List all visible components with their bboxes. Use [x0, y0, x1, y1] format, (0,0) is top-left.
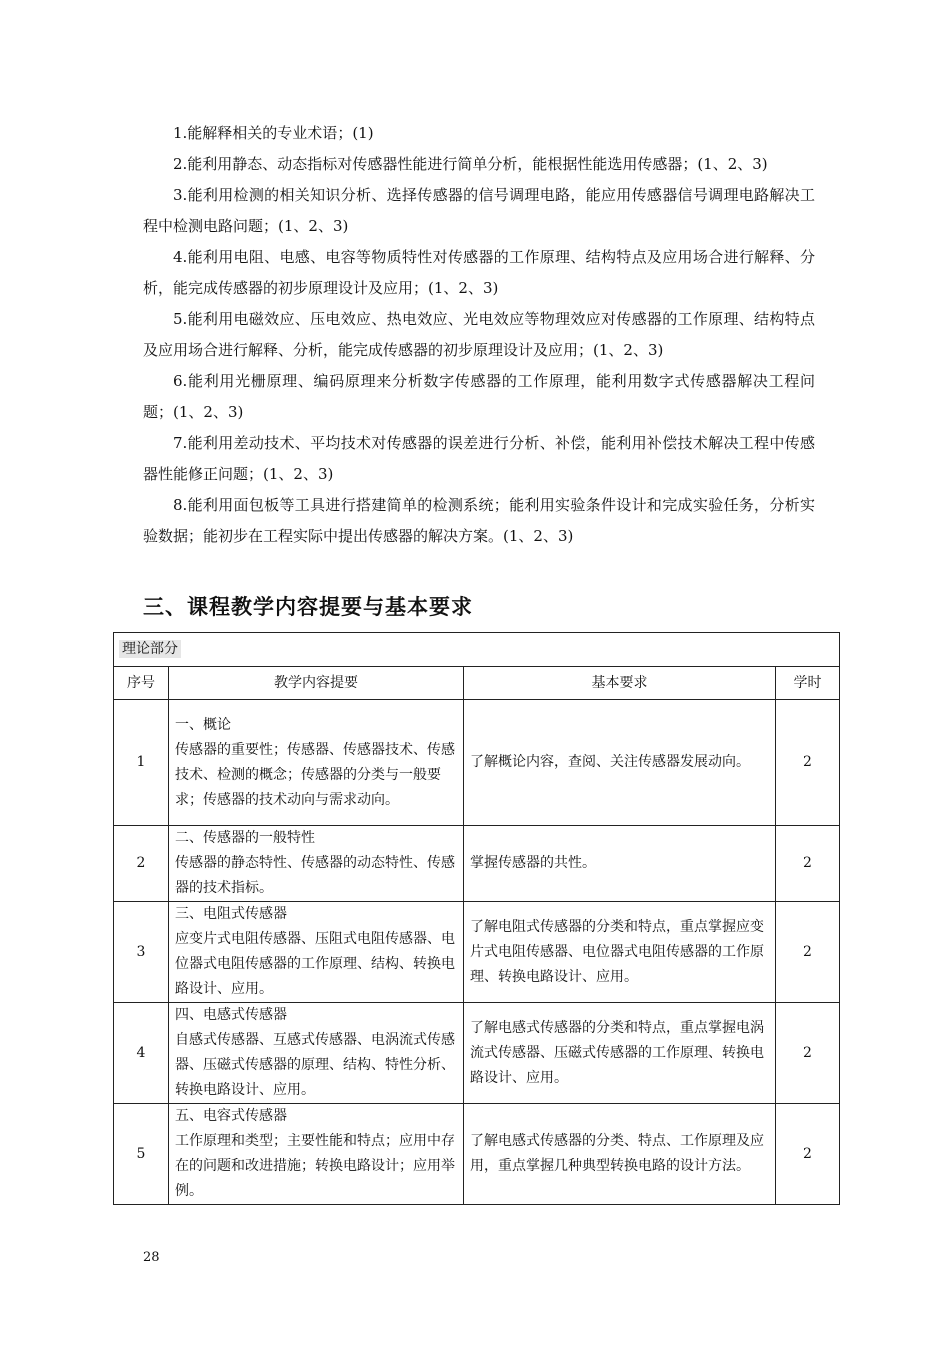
row-content-cell	[169, 1104, 464, 1205]
objective-item: 2.能利用静态、动态指标对传感器性能进行简单分析，能根据性能选用传感器；(1、2、3)	[173, 155, 768, 173]
row-requirement: 了解电阻式传感器的分类和特点，重点掌握应变片式电阻传感器、电位器式电阻传感器的工作原理、转换电路设计、应用。	[464, 902, 776, 1003]
row-content: 传感器的重要性；传感器、传感器技术、传感技术、检测的概念；传感器的分类与一般要求；传感器的技术动向与需求动向。	[175, 741, 455, 808]
course-content-table	[113, 632, 840, 1205]
part-row	[114, 633, 840, 667]
row-index: 4	[114, 1003, 169, 1104]
header-row	[114, 667, 840, 700]
objective-item: 5.能利用电磁效应、压电效应、热电效应、光电效应等物理效应对传感器的工作原理、结构特点及应用场合进行解释、分析，能完成传感器的初步原理设计及应用；(1、2、3)	[143, 310, 815, 359]
row-index: 1	[114, 700, 169, 826]
row-content: 传感器的静态特性、传感器的动态特性、传感器的技术指标。	[175, 855, 455, 896]
row-index: 3	[114, 902, 169, 1003]
table-row	[114, 700, 840, 826]
row-title: 一、概论	[175, 716, 231, 733]
row-hours: 2	[776, 700, 840, 826]
row-content: 工作原理和类型；主要性能和特点；应用中存在的问题和改进措施；转换电路设计；应用举例。	[175, 1133, 455, 1199]
row-requirement: 了解概论内容，查阅、关注传感器发展动向。	[464, 700, 776, 826]
row-title: 五、电容式传感器	[175, 1108, 287, 1124]
row-title: 四、电感式传感器	[175, 1007, 287, 1023]
header-content: 教学内容提要	[169, 667, 464, 700]
row-requirement: 掌握传感器的共性。	[464, 826, 776, 902]
objectives-list	[143, 118, 815, 552]
row-content-cell	[169, 1003, 464, 1104]
objective-item: 1.能解释相关的专业术语；(1)	[173, 124, 374, 142]
row-requirement: 了解电感式传感器的分类和特点，重点掌握电涡流式传感器、压磁式传感器的工作原理、转换电路设计、应用。	[464, 1003, 776, 1104]
row-content-cell	[169, 826, 464, 902]
objective-item: 4.能利用电阻、电感、电容等物质特性对传感器的工作原理、结构特点及应用场合进行解释、分析，能完成传感器的初步原理设计及应用；(1、2、3)	[143, 248, 815, 297]
header-index: 序号	[114, 667, 169, 700]
row-content: 自感式传感器、互感式传感器、电涡流式传感器、压磁式传感器的原理、结构、特性分析、转换电路设计、应用。	[175, 1032, 455, 1098]
header-requirement: 基本要求	[464, 667, 776, 700]
part-cell	[114, 633, 840, 667]
table-row	[114, 826, 840, 902]
part-label: 理论部分	[119, 640, 181, 658]
row-hours: 2	[776, 1104, 840, 1205]
row-content: 应变片式电阻传感器、压阻式电阻传感器、电位器式电阻传感器的工作原理、结构、转换电路设计、应用。	[175, 931, 455, 997]
row-title: 三、电阻式传感器	[175, 906, 287, 922]
page-number: 28	[143, 1250, 160, 1265]
row-index: 2	[114, 826, 169, 902]
row-content-cell	[169, 700, 464, 826]
row-hours: 2	[776, 826, 840, 902]
table-row	[114, 902, 840, 1003]
objective-item: 7.能利用差动技术、平均技术对传感器的误差进行分析、补偿，能利用补偿技术解决工程中传感器性能修正问题；(1、2、3)	[143, 434, 815, 483]
header-hours: 学时	[776, 667, 840, 700]
row-hours: 2	[776, 902, 840, 1003]
table-row	[114, 1104, 840, 1205]
row-index: 5	[114, 1104, 169, 1205]
table-row	[114, 1003, 840, 1104]
row-title: 二、传感器的一般特性	[175, 830, 315, 846]
row-requirement: 了解电感式传感器的分类、特点、工作原理及应用，重点掌握几种典型转换电路的设计方法。	[464, 1104, 776, 1205]
row-hours: 2	[776, 1003, 840, 1104]
objective-item: 3.能利用检测的相关知识分析、选择传感器的信号调理电路，能应用传感器信号调理电路解决工程中检测电路问题；(1、2、3)	[143, 186, 815, 235]
objective-item: 6.能利用光栅原理、编码原理来分析数字传感器的工作原理，能利用数字式传感器解决工程问题；(1、2、3)	[143, 372, 815, 421]
objective-item: 8.能利用面包板等工具进行搭建简单的检测系统；能利用实验条件设计和完成实验任务，分析实验数据；能初步在工程实际中提出传感器的解决方案。(1、2、3)	[143, 496, 815, 545]
section-heading: 三、课程教学内容提要与基本要求	[143, 595, 473, 619]
row-content-cell	[169, 902, 464, 1003]
